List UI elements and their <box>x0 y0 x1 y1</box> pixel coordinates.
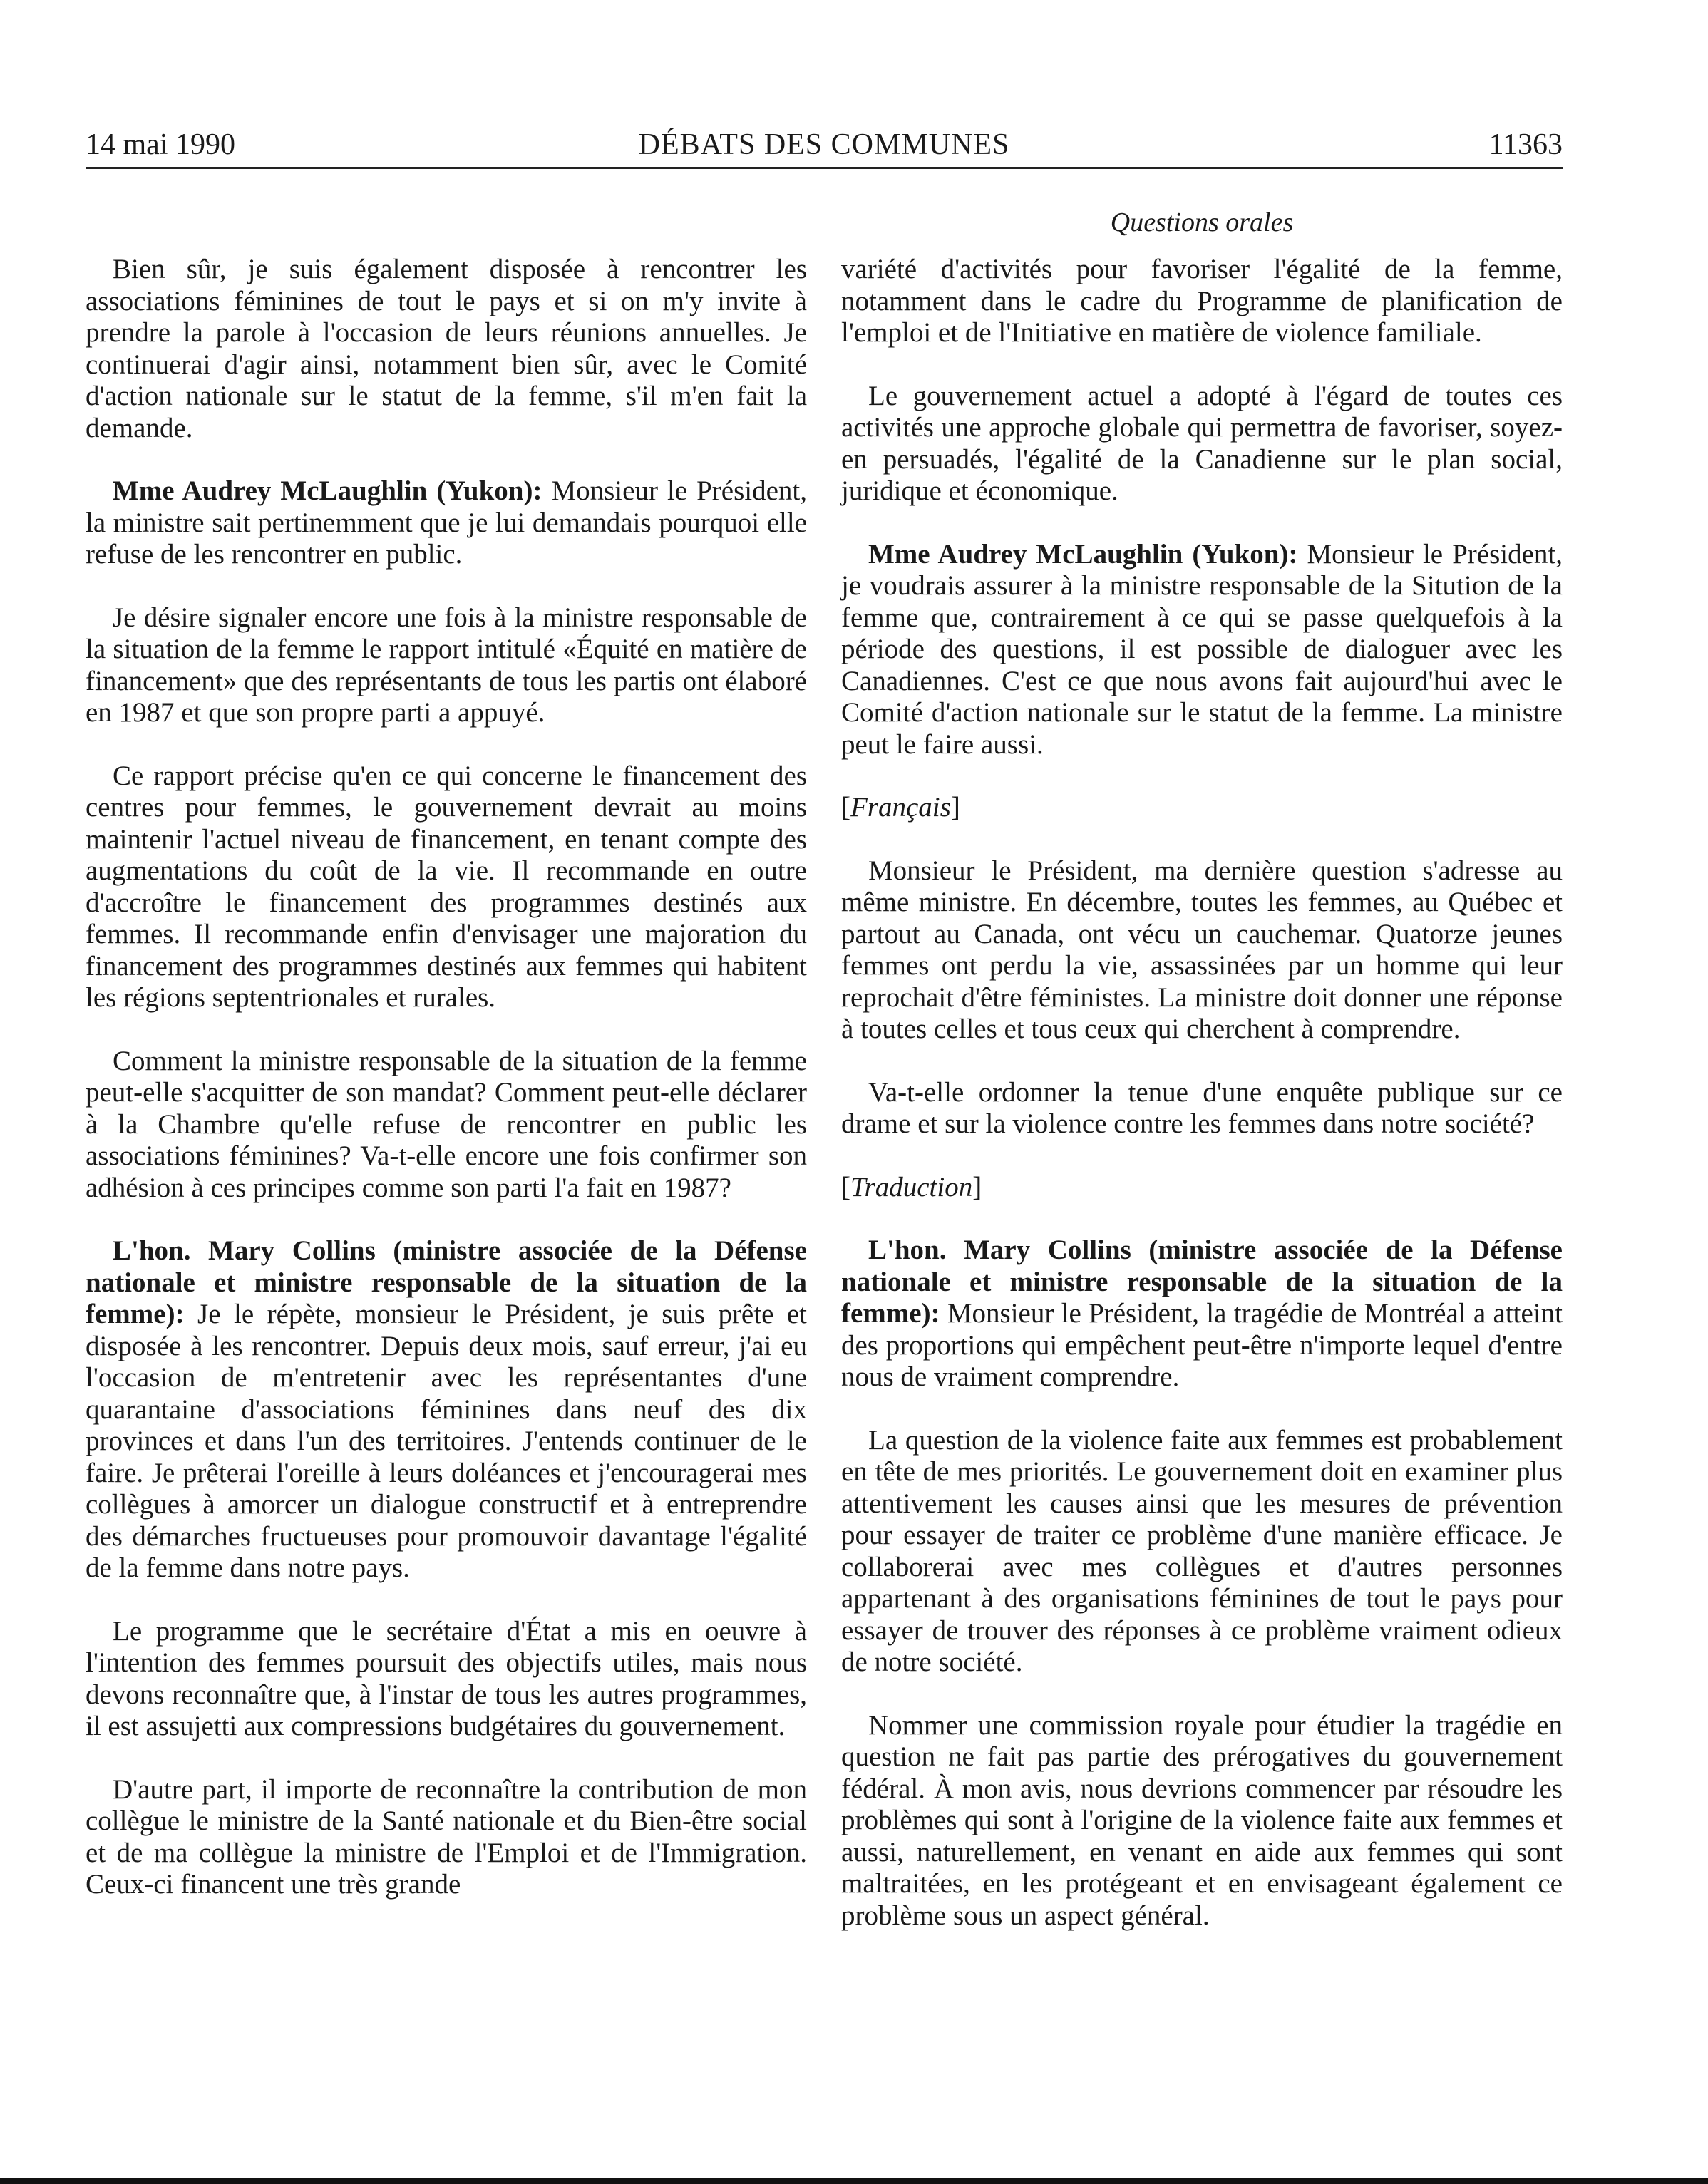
paragraph <box>841 855 1563 1046</box>
paragraph-text: D'autre part, il importe de reconnaître la contribution de mon collègue le ministre de la Santé nationale et du Bien-être social et de ma collègue la ministre de l'Emploi et de l'Immigration. Ceux-ci financent une très grande <box>86 1773 807 1900</box>
speaker-name: Mme Audrey McLaughlin (Yukon): <box>113 475 542 506</box>
paragraph <box>86 254 807 444</box>
language-tag-text: Français <box>850 792 951 823</box>
paragraph <box>841 1077 1563 1140</box>
paragraph-text: La question de la violence faite aux femmes est probablement en tête de mes priorités. Le gouvernement doit en examiner plus attentivement les causes ainsi que les mesures de prévention pour essayer de traiter ce problème d'une manière efficace. Je collaborerai avec mes collègues et d'autres personnes appartenant à des organisations féminines de tout le pays pour essayer de trouver des réponses à ce problème vraiment odieux de notre société. <box>841 1424 1563 1677</box>
paragraph <box>841 1710 1563 1932</box>
paragraph-text: Monsieur le Président, la tragédie de Montréal a atteint des proportions qui empêchent peut-être n'importe lequel d'entre nous de vraiment comprendre. <box>841 1298 1563 1392</box>
paragraph <box>86 1774 807 1901</box>
scan-edge <box>0 2178 1708 2184</box>
language-tag-text: Traduction <box>850 1171 973 1202</box>
paragraph-text: Je le répète, monsieur le Président, je suis prête et disposée à les rencontrer. Depuis deux mois, sauf erreur, j'ai eu l'occasion de m'entretenir avec les représentantes d'une quarantaine d'associations féminines dans neuf des dix provinces et dans l'un des territoires. J'entends continuer de le faire. Je prêterai l'oreille à leurs doléances et j'encouragerai mes collègues à amorcer un dialogue constructif et à entreprendre des démarches fructueuses pour promouvoir davantage l'égalité de la femme dans notre pays. <box>86 1299 807 1583</box>
paragraph <box>86 1046 807 1205</box>
paragraph-text: Va-t-elle ordonner la tenue d'une enquête publique sur ce drame et sur la violence contre les femmes dans notre société? <box>841 1076 1563 1139</box>
paragraph <box>86 1616 807 1743</box>
paragraph-text: variété d'activités pour favoriser l'égalité de la femme, notamment dans le cadre du Programme de planification de l'emploi et de l'Initiative en matière de violence familiale. <box>841 254 1563 348</box>
speech-paragraph <box>841 1235 1563 1394</box>
speaker-name: Mme Audrey McLaughlin (Yukon): <box>868 538 1298 570</box>
section-label: Questions orales <box>1110 207 1294 237</box>
speech-paragraph <box>86 475 807 571</box>
page-header <box>86 127 1563 169</box>
paragraph-text: Comment la ministre responsable de la situation de la femme peut-elle s'acquitter de son mandat? Comment peut-elle déclarer à la Chambre qu'elle refuse de rencontrer en public les associations féminines? Va-t-elle encore une fois confirmer son adhésion à ces principes comme son parti l'a fait en 1987? <box>86 1045 807 1203</box>
paragraph-text: Le gouvernement actuel a adopté à l'égard de toutes ces activités une approche globale qui permettra de favoriser, soyez-en persuadés, l'égalité de la Canadienne sur le plan social, juridique et économique. <box>841 380 1563 506</box>
paragraph <box>841 254 1563 349</box>
paragraph <box>86 761 807 1014</box>
speaker-name: L'hon. Mary Collins (ministre associée de la Défense nationale et ministre responsable de la situation de la femme): <box>86 1235 807 1329</box>
paragraph <box>841 381 1563 508</box>
paragraph <box>841 1425 1563 1679</box>
paragraph-text: Nommer une commission royale pour étudier la tragédie en question ne fait pas partie des prérogatives du gouvernement fédéral. À mon avis, nous devrions commencer par résoudre les problèmes qui sont à l'origine de la violence faite aux femmes et aussi, naturellement, en venant en aide aux femmes qui sont maltraitées, en les protégeant et en envisageant également ce problème sous un aspect général. <box>841 1709 1563 1931</box>
paragraph <box>86 602 807 729</box>
header-page-number: 11363 <box>1488 128 1563 161</box>
language-tag: [Français] <box>841 792 960 823</box>
left-column <box>86 254 807 1932</box>
paragraph-text: Le programme que le secrétaire d'État a mis en oeuvre à l'intention des femmes poursuit des objectifs utiles, mais nous devons reconnaître que, à l'instar de tous les autres programmes, il est assujetti aux compressions budgétaires du gouvernement. <box>86 1615 807 1741</box>
paragraph-text: Monsieur le Président, je voudrais assurer à la ministre responsable de la Situtіon de la femme que, contrairement à ce qui se passe quelquefois à la période des questions, il est possible de dialoguer avec les Canadiennes. C'est ce que nous avons fait aujourd'hui avec le Comité d'action nationale sur le statut de la femme. La ministre peut le faire aussi. <box>841 538 1563 760</box>
paragraph-text: Monsieur le Président, ma dernière question s'adresse au même ministre. En décembre, toutes les femmes, au Québec et partout au Canada, ont vécu un cauchemar. Quatorze jeunes femmes ont perdu la vie, assassinées par un homme qui leur reprochait d'être féministes. La ministre doit donner une réponse à toutes celles et tous ceux qui cherchent à comprendre. <box>841 855 1563 1044</box>
language-tag: [Traduction] <box>841 1171 982 1202</box>
speech-paragraph <box>86 1235 807 1585</box>
header-title: DÉBATS DES COMMUNES <box>638 128 1010 161</box>
paragraph-text: Monsieur le Président, la ministre sait pertinemment que je lui demandais pourquoi elle refuse de les rencontrer en public. <box>86 475 807 570</box>
speaker-name: L'hon. Mary Collins (ministre associée de la Défense nationale et ministre responsable de la situation de la femme): <box>841 1235 1563 1329</box>
speech-paragraph <box>841 539 1563 761</box>
paragraph-text: Bien sûr, je suis également disposée à rencontrer les associations féminines de tout le pays et si on m'y invite à prendre la parole à l'occasion de leurs réunions annuelles. Je continuerai d'agir ainsi, notamment bien sûr, avec le Comité d'action nationale sur le statut de la femme, s'il m'en fait la demande. <box>86 254 807 443</box>
paragraph-text: Ce rapport précise qu'en ce qui concerne le financement des centres pour femmes, le gouvernement devrait au moins maintenir l'actuel niveau de financement, en tenant compte des augmentations du coût de la vie. Il recommande en outre d'accroître le financement des programmes destinés aux femmes. Il recommande enfin d'envisager une majoration du financement des programmes destinés aux femmes qui habitent les régions septentrionales et rurales. <box>86 760 807 1013</box>
right-column <box>841 254 1563 1963</box>
header-date: 14 mai 1990 <box>86 128 235 161</box>
paragraph-text: Je désire signaler encore une fois à la ministre responsable de la situation de la femme le rapport intitulé «Équité en matière de financement» que des représentants de tous les partis ont élaboré en 1987 et que son propre parti a appuyé. <box>86 602 807 728</box>
